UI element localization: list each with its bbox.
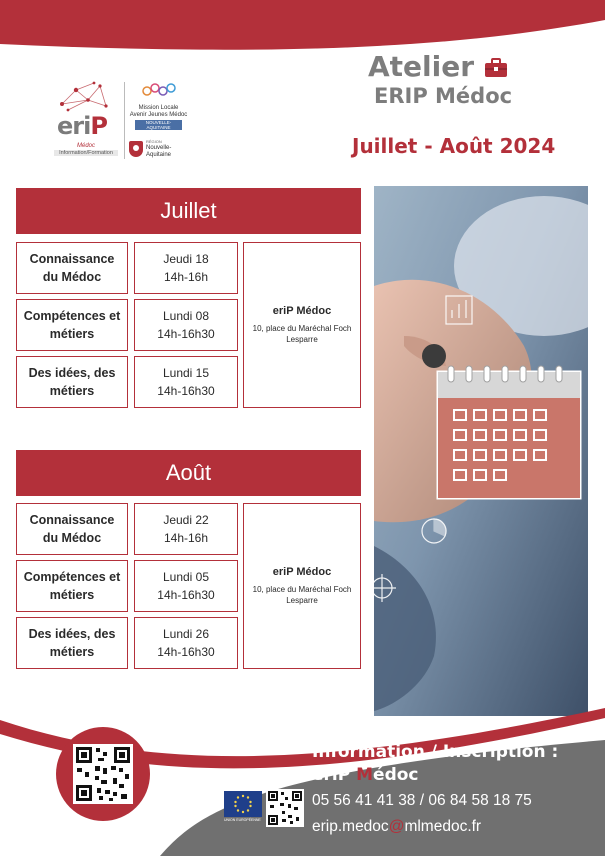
session-topic: Compétences et métiers bbox=[16, 560, 128, 612]
mission-locale-name: Mission Locale Avenir Jeunes Médoc bbox=[129, 105, 188, 118]
region-logo bbox=[129, 138, 188, 159]
period-title: Juillet - Août 2024 bbox=[352, 134, 556, 158]
eu-flag-icon bbox=[224, 791, 262, 817]
qr-code-icon[interactable] bbox=[73, 744, 133, 804]
erip-wordmark: eriP bbox=[57, 112, 107, 140]
page-title: Atelier bbox=[368, 50, 475, 83]
small-qr-code-icon[interactable] bbox=[266, 789, 304, 827]
toolbox-icon bbox=[484, 58, 508, 78]
month-header-aout: Août bbox=[16, 450, 361, 496]
partner-column bbox=[124, 82, 188, 159]
session-location: eriP Médoc 10, place du Maréchal Foch Lesparre bbox=[243, 242, 361, 408]
region-shield-icon bbox=[129, 141, 143, 157]
erip-sub-medoc: Médoc bbox=[76, 143, 95, 149]
session-datetime: Lundi 26 14h-16h30 bbox=[134, 617, 238, 669]
region-name: RÉGION Nouvelle- Aquitaine bbox=[146, 139, 172, 158]
session-datetime: Lundi 08 14h-16h30 bbox=[134, 299, 238, 351]
page-subtitle: ERIP Médoc bbox=[374, 84, 513, 108]
info-organization: eriP Médoc bbox=[312, 765, 419, 785]
session-location: eriP Médoc 10, place du Maréchal Foch Lesparre bbox=[243, 503, 361, 669]
eu-label: UNION EUROPÉENNE bbox=[224, 818, 261, 822]
network-icon bbox=[54, 80, 114, 116]
erip-logo bbox=[52, 80, 122, 158]
contact-email[interactable]: erip.medoc@mlmedoc.fr bbox=[312, 818, 482, 835]
session-datetime: Jeudi 18 14h-16h bbox=[134, 242, 238, 294]
info-title: Information / Inscription : bbox=[312, 742, 559, 762]
partner-logos bbox=[52, 80, 192, 160]
session-datetime: Lundi 05 14h-16h30 bbox=[134, 560, 238, 612]
mission-locale-badge: NOUVELLE-AQUITAINE bbox=[135, 120, 182, 130]
calendar-hand-image bbox=[374, 186, 588, 716]
erip-sub-info: Information/Formation bbox=[54, 150, 118, 156]
contact-phone[interactable]: 05 56 41 41 38 / 06 84 58 18 75 bbox=[312, 792, 532, 809]
session-topic: Compétences et métiers bbox=[16, 299, 128, 351]
month-header-juillet: Juillet bbox=[16, 188, 361, 234]
session-datetime: Jeudi 22 14h-16h bbox=[134, 503, 238, 555]
session-topic: Des idées, des métiers bbox=[16, 356, 128, 408]
top-wave-decoration bbox=[0, 0, 605, 70]
mission-locale-icon bbox=[139, 82, 179, 100]
session-topic: Connaissance du Médoc bbox=[16, 503, 128, 555]
session-topic: Des idées, des métiers bbox=[16, 617, 128, 669]
session-datetime: Lundi 15 14h-16h30 bbox=[134, 356, 238, 408]
session-topic: Connaissance du Médoc bbox=[16, 242, 128, 294]
